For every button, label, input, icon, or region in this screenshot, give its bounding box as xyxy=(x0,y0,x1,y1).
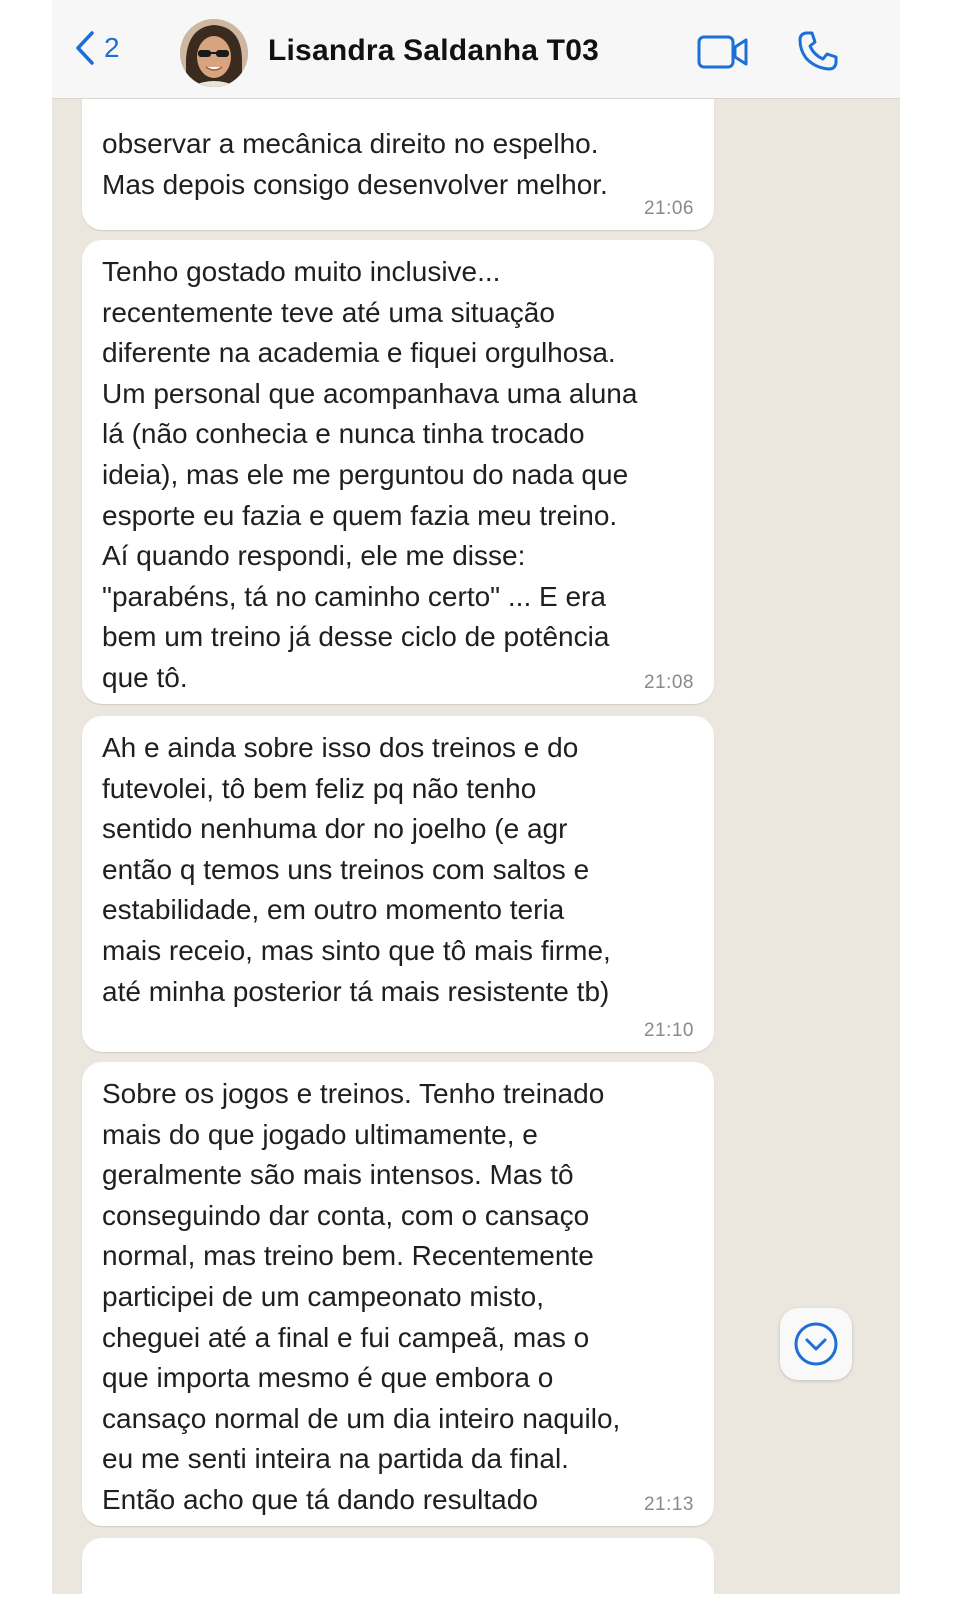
phone-icon xyxy=(797,30,839,72)
message-time: 21:08 xyxy=(643,672,694,693)
video-camera-icon xyxy=(697,35,749,69)
message-list[interactable] xyxy=(52,98,900,1594)
back-button[interactable] xyxy=(74,30,120,66)
chat-header xyxy=(52,0,900,99)
message-bubble[interactable] xyxy=(82,1062,714,1526)
chevron-left-icon xyxy=(74,30,96,66)
message-time: 21:06 xyxy=(643,198,694,219)
chevron-down-circle-icon xyxy=(793,1321,839,1367)
message-text: observar a mecânica direito no espelho. Mas depois consigo desenvolver melhor. xyxy=(102,128,608,200)
message-bubble[interactable] xyxy=(82,240,714,704)
message-text: Tenho gostado muito inclusive... recentemente teve até uma situação diferente na academia e fiquei orgulhosa. Um personal que acompanhava uma aluna lá (não conhecia e nunca tinha trocado ideia), mas ele me perguntou do nada que esporte eu fazia e quem fazia meu treino. Aí quando respondi, ele me disse: "parabéns, tá no caminho certo" ... E era bem um treino já desse ciclo de potência que tô. xyxy=(102,256,638,693)
contact-name[interactable]: Lisandra Saldanha T03 xyxy=(268,34,599,67)
message-bubble[interactable] xyxy=(82,716,714,1052)
video-call-button[interactable] xyxy=(697,35,749,74)
message-text: Ah e ainda sobre isso dos treinos e do futevolei, tô bem feliz pq não tenho sentido nenhuma dor no joelho (e agr então q temos uns treinos com saltos e estabilidade, em outro momento teria mais receio, mas sinto que tô mais firme, até minha posterior tá mais resistente tb) xyxy=(102,732,611,1007)
unread-count: 2 xyxy=(104,32,120,63)
message-text: Sobre os jogos e treinos. Tenho treinado mais do que jogado ultimamente, e geralmente são mais intensos. Mas tô conseguindo dar conta, com o cansaço normal, mas treino bem. Recentemente participei de um campeonato misto, cheguei até a final e fui campeã, mas o que importa mesmo é que embora o cansaço normal de um dia inteiro naquilo, eu me senti inteira na partida da final. Então acho que tá dando resultado xyxy=(102,1078,621,1515)
chat-screen xyxy=(52,0,900,1594)
scroll-to-bottom-button[interactable] xyxy=(780,1308,852,1380)
voice-call-button[interactable] xyxy=(797,30,839,77)
message-bubble[interactable] xyxy=(82,98,714,230)
message-time: 21:13 xyxy=(643,1494,694,1515)
message-bubble-partial[interactable] xyxy=(82,1538,714,1594)
message-time: 21:10 xyxy=(643,1020,694,1041)
avatar-image xyxy=(180,19,248,87)
avatar[interactable] xyxy=(180,19,248,87)
